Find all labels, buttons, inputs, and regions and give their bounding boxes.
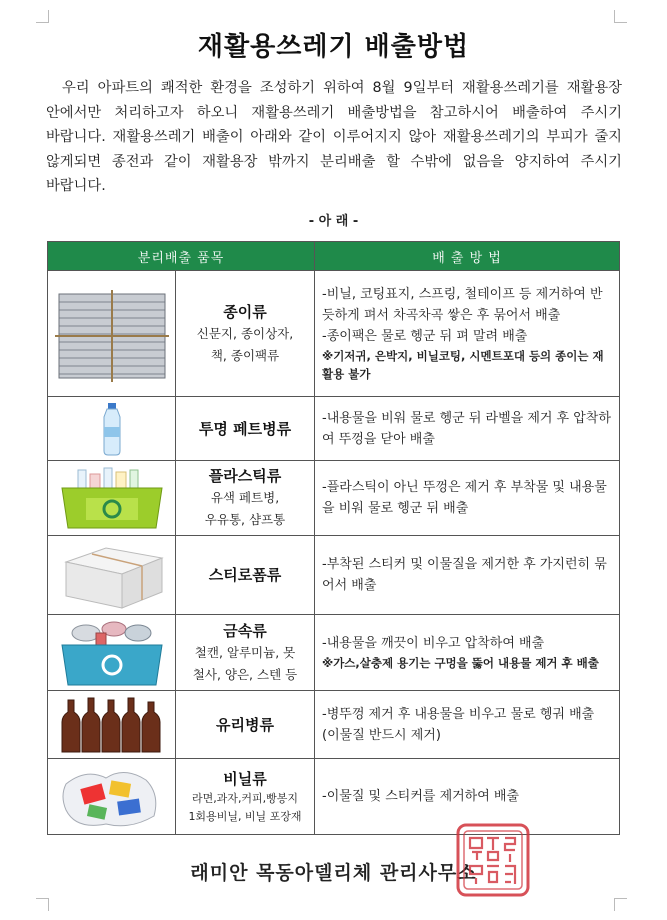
table-row-paper — [48, 271, 620, 397]
method-note: ※기저귀, 은박지, 비닐코팅, 시멘트포대 등의 종이는 재활용 불가 — [322, 349, 604, 381]
column-header-item: 분리배출 품목 — [48, 242, 315, 271]
method-text: -병뚜껑 제거 후 내용물을 비우고 물로 헹궈 배출 (이물질 반드시 제거) — [322, 706, 595, 743]
item-examples: 책, 종이팩류 — [210, 347, 280, 363]
method-text: -이물질 및 스티커를 제거하여 배출 — [322, 789, 520, 804]
method-cell — [315, 397, 620, 461]
method-text: -내용물을 비워 물로 헹군 뒤 라벨을 제거 후 압착하여 뚜껑을 닫아 배출 — [322, 410, 611, 447]
method-cell — [315, 271, 620, 397]
item-examples: 우유통, 샴프통 — [204, 512, 286, 527]
method-cell — [315, 461, 620, 536]
item-name: 비닐류 — [223, 769, 267, 788]
item-name-cell — [176, 615, 315, 691]
notice-heading: - 아 래 - — [308, 214, 359, 229]
table-header-row — [48, 242, 620, 271]
table-row-styrofoam — [48, 536, 620, 615]
method-note: ※가스,살충제 용기는 구멍을 뚫어 내용물 제거 후 배출 — [322, 656, 599, 670]
method-cell — [315, 691, 620, 759]
item-name-cell — [176, 397, 315, 461]
page-corner-mark — [614, 10, 627, 23]
item-name-cell — [176, 691, 315, 759]
item-name-cell — [176, 461, 315, 536]
method-cell — [315, 536, 620, 615]
method-text: -부착된 스티커 및 이물질을 제거한 후 가지런히 묶어서 배출 — [322, 557, 607, 593]
item-name: 금속류 — [223, 621, 267, 640]
item-examples: 신문지, 종이상자, — [196, 325, 294, 341]
plastic-bags-image — [48, 759, 176, 835]
item-examples: 철캔, 알루미늄, 못 — [194, 644, 296, 660]
item-name-cell — [176, 271, 315, 397]
intro-text: 우리 아파트의 쾌적한 환경을 조성하기 위하여 8월 9일부터 재활용쓰레기를 재활용장 안에서만 처리하고자 하오니 재활용쓰레기 배출방법을 참고하시어 배출하여 주시기 바랍니다. 재활용쓰레기 배출이 아래와 같이 이루어지지 않아 재활용쓰레기의 부피가 줄지 않게되면 종전과 같이 재활용장 밖까지 분리배출 할 수밖에 없음을 양지하여 주시기 바랍니다. — [46, 80, 622, 195]
method-text: -비닐, 코팅표지, 스프링, 철테이프 등 제거하여 반듯하게 펴서 차곡차곡 쌓은 후 묶어서 배출 — [322, 287, 603, 323]
official-seal-stamp — [455, 822, 531, 898]
method-text: -내용물을 깨끗이 비우고 압착하여 배출 — [322, 636, 545, 651]
glass-bottles-image — [48, 691, 176, 759]
item-name: 유리병류 — [216, 715, 274, 734]
styrofoam-box-image — [48, 536, 176, 615]
item-examples: 1회용비닐, 비닐 포장재 — [188, 809, 302, 823]
column-header-method: 배 출 방 법 — [315, 242, 620, 271]
plastic-recycling-bin-image — [48, 461, 176, 536]
method-text: -종이팩은 물로 헹군 뒤 펴 말려 배출 — [322, 329, 528, 344]
page-corner-mark — [36, 898, 49, 911]
table-row-pet — [48, 397, 620, 461]
recycling-table — [47, 241, 620, 835]
item-name-cell — [176, 759, 315, 835]
table-row-glass — [48, 691, 620, 759]
item-examples: 철사, 양은, 스텐 등 — [192, 666, 298, 682]
method-text: -플라스틱이 아닌 뚜껑은 제거 후 부착물 및 내용물을 비워 물로 헹군 뒤 배출 — [322, 480, 607, 516]
table-row-vinyl — [48, 759, 620, 835]
document-title: 재활용쓰레기 배출방법 — [197, 32, 470, 62]
item-name-cell — [176, 536, 315, 615]
item-name: 투명 페트병류 — [198, 419, 292, 438]
item-name: 종이류 — [223, 302, 267, 321]
item-name: 스티로폼류 — [208, 566, 282, 584]
table-row-plastic — [48, 461, 620, 536]
page-corner-mark — [36, 10, 49, 23]
item-name: 플라스틱류 — [208, 467, 282, 485]
footer-issuer: 래미안 목동아델리체 관리사무소 — [190, 862, 477, 884]
water-bottle-image — [48, 397, 176, 461]
page-corner-mark — [614, 898, 627, 911]
newspaper-stack-image — [48, 271, 176, 397]
method-cell — [315, 615, 620, 691]
metal-cans-bin-image — [48, 615, 176, 691]
item-examples: 라면,과자,커피,빵봉지 — [191, 791, 299, 805]
intro-paragraph — [46, 76, 622, 199]
item-examples: 유색 페트병, — [210, 490, 280, 505]
table-row-metal — [48, 615, 620, 691]
